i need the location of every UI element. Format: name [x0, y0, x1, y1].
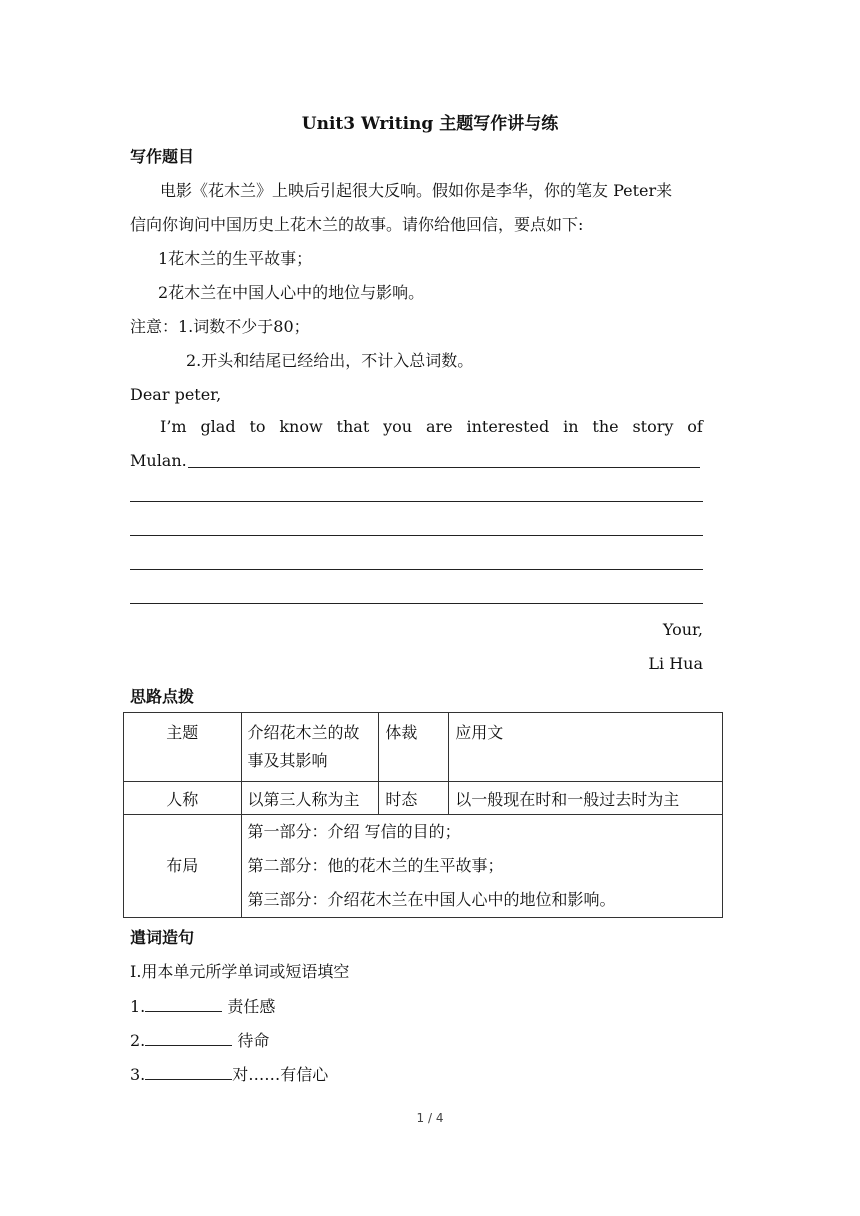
table-row [124, 815, 723, 918]
opening-word: interested [466, 417, 550, 436]
item-text: 对……有信心 [232, 1065, 329, 1084]
opening-word: story [632, 417, 674, 436]
table-cell-value: 以一般现在时和一般过去时为主 [449, 782, 723, 815]
section-heading-vocab: 遣词造句 [130, 928, 195, 947]
opening-word: of [687, 417, 703, 436]
section-heading-idea: 思路点拨 [130, 687, 195, 706]
writing-line[interactable] [188, 467, 700, 468]
letter-opening-line [160, 416, 703, 438]
opening-word: glad [200, 417, 236, 436]
opening-word: to [249, 417, 266, 436]
item-number: 1. [130, 997, 146, 1016]
table-cell-layout [241, 815, 723, 918]
layout-part-3: 第三部分：介绍花木兰在中国人心中的地位和影响。 [247, 890, 616, 909]
letter-signature: Li Hua [648, 654, 703, 673]
list-item [130, 1028, 269, 1052]
table-cell-label: 体裁 [379, 713, 449, 782]
opening-word: you [383, 417, 413, 436]
note-line-2: 2.开头和结尾已经给出，不计入总词数。 [186, 351, 474, 370]
writing-line[interactable] [130, 603, 703, 604]
letter-opening-tail: Mulan. [130, 451, 187, 470]
note-line-1: 注意：1.词数不少于80； [130, 317, 310, 336]
list-item [130, 994, 275, 1018]
opening-word: that [336, 417, 370, 436]
table-row [124, 782, 723, 815]
item-number: 3. [130, 1065, 146, 1084]
item-text: 待命 [232, 1031, 270, 1050]
writing-line[interactable] [130, 535, 703, 536]
list-item [130, 1062, 328, 1086]
writing-line[interactable] [130, 569, 703, 570]
item-text: 责任感 [222, 997, 276, 1016]
task-point-2: 2花木兰在中国人心中的地位与影响。 [158, 283, 425, 302]
answer-blank[interactable] [145, 994, 222, 1012]
document-title: Unit3 Writing 主题写作讲与练 [301, 114, 559, 134]
exercise-title: I.用本单元所学单词或短语填空 [130, 962, 350, 981]
table-cell-label: 主题 [124, 713, 242, 782]
task-line-2: 信向你询问中国历史上花木兰的故事。请你给他回信，要点如下: [130, 215, 584, 234]
writing-line[interactable] [130, 501, 703, 502]
table-cell-label: 时态 [379, 782, 449, 815]
section-heading-task: 写作题目 [130, 147, 195, 166]
table-cell-value: 介绍花木兰的故事及其影响 [241, 713, 379, 782]
opening-word: are [425, 417, 453, 436]
layout-part-2: 第二部分：他的花木兰的生平故事； [247, 856, 504, 875]
opening-word: in [563, 417, 579, 436]
letter-closing: Your, [662, 620, 703, 639]
page-number: 1 / 4 [416, 1111, 444, 1125]
table-cell-label: 人称 [124, 782, 242, 815]
table-cell-value: 应用文 [449, 713, 723, 782]
layout-part-1: 第一部分：介绍 写信的目的； [247, 822, 461, 841]
task-point-1: 1花木兰的生平故事； [158, 249, 313, 268]
answer-blank[interactable] [145, 1062, 232, 1080]
idea-table [123, 712, 723, 918]
opening-word: know [279, 417, 323, 436]
table-cell-value: 以第三人称为主 [241, 782, 379, 815]
letter-salutation: Dear peter, [130, 385, 222, 404]
table-cell-label: 布局 [124, 815, 242, 918]
opening-word: the [592, 417, 619, 436]
answer-blank[interactable] [145, 1028, 232, 1046]
item-number: 2. [130, 1031, 146, 1050]
table-row [124, 713, 723, 782]
opening-word: I’m [160, 417, 187, 436]
task-line-1: 电影《花木兰》上映后引起很大反响。假如你是李华，你的笔友 Peter来 [160, 181, 673, 200]
